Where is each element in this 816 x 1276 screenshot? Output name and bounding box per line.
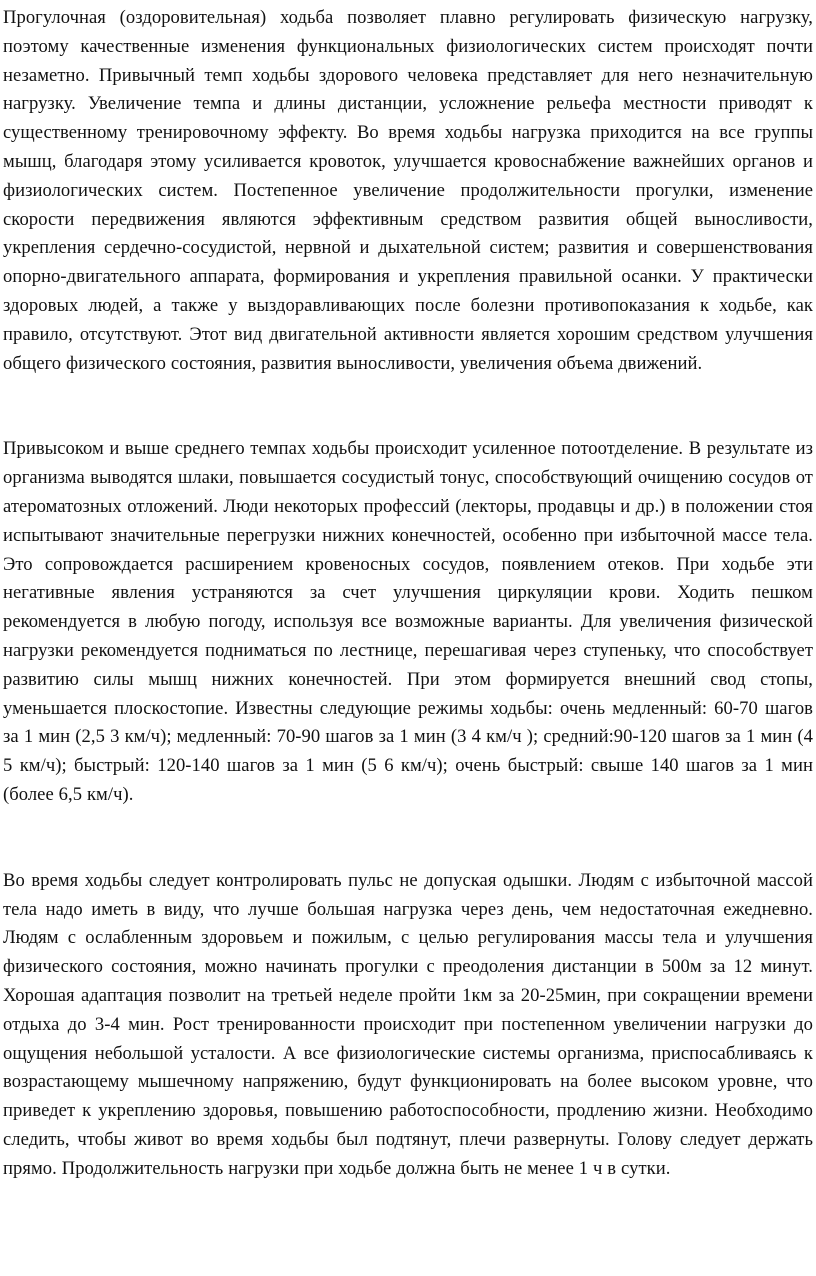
paragraph-walking-modes: Привысоком и выше среднего темпах ходьбы происходит усиленное потоотделение. В результате из организма выводятся шлаки, повышается сосудистый тонус, способствующий очищению сосудов от атероматозных отложений. Люди некоторых профессий (лекторы, продавцы и др.) в положении стоя испытывают значительные перегрузки нижних конечностей, особенно при избыточной массе тела. Это сопровождается расширением кровеносных сосудов, появлением отеков. При ходьбе эти негативные явления устраняются за счет улучшения циркуляции крови. Ходить пешком рекомендуется в любую погоду, используя все возможные варианты. Для увеличения физической нагрузки рекомендуется подниматься по лестнице, перешагивая через ступеньку, что способствует развитию силы мышц нижних конечностей. При этом формируется внешний свод стопы, уменьшается плоскостопие. Известны следующие режимы ходьбы: очень медленный: 60-70 шагов за 1 мин (2,5 3 км/ч); медленный: 70-90 шагов за 1 мин (3 4 км/ч ); средний:90-120 шагов за 1 мин (4 5 км/ч); быстрый: 120-140 шагов за 1 мин (5 6 км/ч); очень быстрый: свыше 140 шагов за 1 мин (более 6,5 км/ч). [3,438,813,805]
paragraph-walking-intro: Прогулочная (оздоровительная) ходьба позволяет плавно регулировать физическую нагрузку, поэтому качественные изменения функциональных физиологических систем происходят почти незаметно. Привычный темп ходьбы здорового человека представляет для него незначительную нагрузку. Увеличение темпа и длины дистанции, усложнение рельефа местности приводят к существенному тренировочному эффекту. Во время ходьбы нагрузка приходится на все группы мышц, благодаря этому усиливается кровоток, улучшается кровоснабжение важнейших органов и физиологических систем. Постепенное увеличение продолжительности прогулки, изменение скорости передвижения являются эффективным средством развития общей выносливости, укрепления сердечно-сосудистой, нервной и дыхательной систем; развития и совершенствования опорно-двигательного аппарата, формирования и укрепления правильной осанки. У практически здоровых людей, а также у выздоравливающих после болезни противопоказания к ходьбе, как правило, отсутствуют. Этот вид двигательной активности является хорошим средством улучшения общего физического состояния, развития выносливости, увеличения объема движений. [3,7,813,374]
paragraph-spacer [3,378,813,435]
paragraph-walking-control: Во время ходьбы следует контролировать пульс не допуская одышки. Людям с избыточной массой тела надо иметь в виду, что лучше большая нагрузка через день, чем недостаточная ежедневно. Людям с ослабленным здоровьем и пожилым, с целью регулирования массы тела и улучшения физического состояния, можно начинать прогулки с преодоления дистанции в 500м за 12 минут. Хорошая адаптация позволит на третьей неделе пройти 1км за 20-25мин, при сокращении времени отдыха до 3-4 мин. Рост тренированности происходит при постепенном увеличении нагрузки до ощущения небольшой усталости. А все физиологические системы организма, приспосабливаясь к возрастающему мышечному напряжению, будут функционировать на более высоком уровне, что приведет к укреплению здоровья, повышению работоспособности, продлению жизни. Необходимо следить, чтобы живот во время ходьбы был подтянут, плечи развернуты. Голову следует держать прямо. Продолжительность нагрузки при ходьбе должна быть не менее 1 ч в сутки. [3,869,813,1179]
paragraph-spacer [3,810,813,867]
